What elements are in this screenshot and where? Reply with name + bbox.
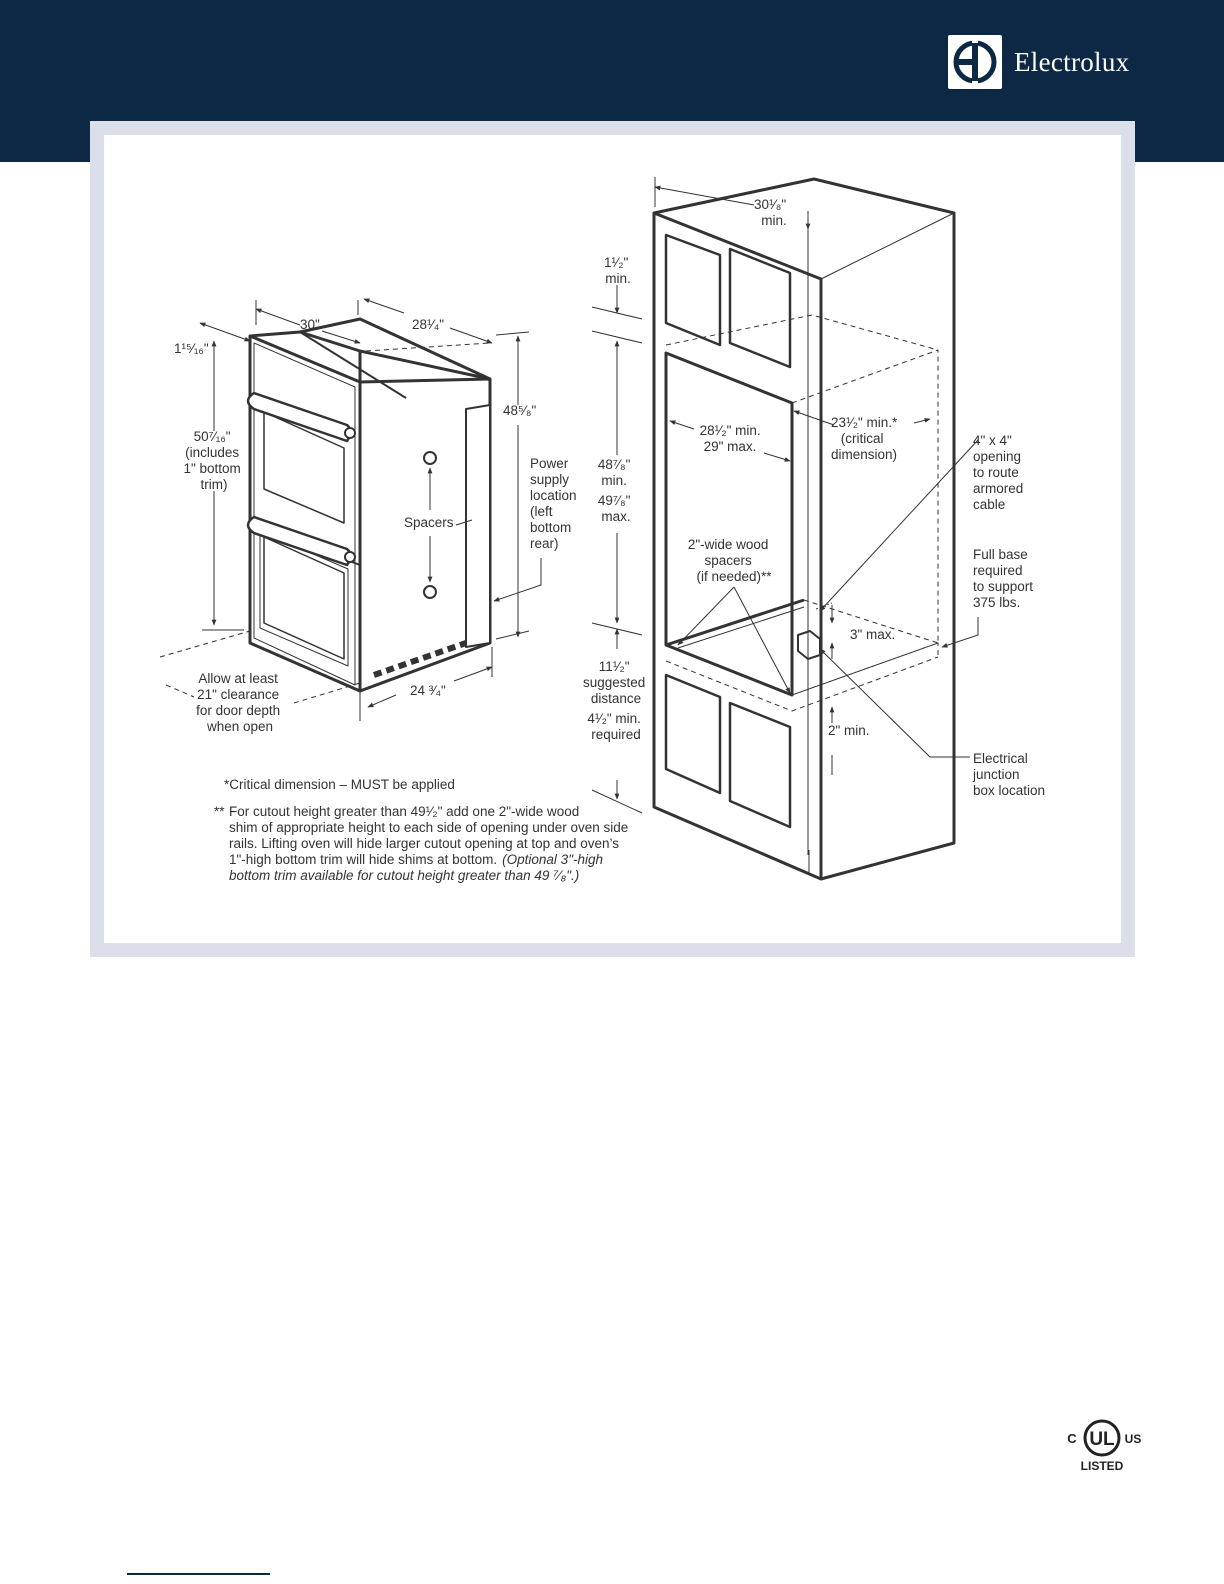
label-cable-opening: 4" x 4" opening to route armored cable xyxy=(973,433,1024,512)
label-power-supply: Power supply location (left bottom rear) xyxy=(530,456,577,551)
label-oven-depth-bottom: 24 ³⁄₄" xyxy=(410,683,446,698)
label-top-gap: 1¹⁄₂" min. xyxy=(603,255,631,286)
lower-spacer-icon xyxy=(424,586,436,598)
label-trim-depth: 1¹⁵⁄₁₆" xyxy=(174,341,209,356)
ul-left-text: C xyxy=(1067,1431,1077,1446)
footnotes xyxy=(214,777,628,883)
ul-center-text: UL xyxy=(1089,1429,1115,1450)
note-critical: *Critical dimension – MUST be applied xyxy=(224,777,455,792)
ul-listed-mark xyxy=(1062,1418,1142,1474)
label-two-min: 2" min. xyxy=(828,723,870,738)
installation-diagram xyxy=(104,135,1121,943)
diagram-frame xyxy=(90,121,1135,957)
ul-listed-text: LISTED xyxy=(1080,1459,1124,1473)
brand-logo xyxy=(948,35,1129,89)
label-spacers: Spacers xyxy=(404,515,454,530)
cabinet-cutout xyxy=(666,353,792,695)
brand-name: Electrolux xyxy=(1014,46,1130,77)
label-suggested-distance: 11¹⁄₂" suggested distance xyxy=(582,659,646,706)
note-shim-line-3: rails. Lifting oven will hide larger cutout opening at top and oven’s xyxy=(229,836,619,851)
note-shim-marker: ** xyxy=(214,804,225,819)
label-full-base: Full base required to support 375 lbs. xyxy=(973,547,1034,610)
junction-box-icon xyxy=(798,631,820,659)
note-shim-line-2: shim of appropriate height to each side of opening under oven side xyxy=(229,820,629,835)
electrolux-logo-icon xyxy=(948,35,1002,89)
cabinet-drawing xyxy=(654,179,954,879)
upper-spacer-icon xyxy=(424,452,436,464)
note-shim-line-5: bottom trim available for cutout height greater than 49 ⁷⁄₈".) xyxy=(229,868,580,883)
label-depth-critical: 23¹⁄₂" min.* (critical dimension) xyxy=(830,415,898,462)
label-door-clearance: Allow at least 21" clearance for door depth when open xyxy=(196,671,281,734)
label-oven-height-right: 48⁵⁄₈" xyxy=(503,403,537,418)
label-junction-box: Electrical junction box location xyxy=(973,751,1046,798)
label-cutout-depth: 30¹⁄₈" min. xyxy=(754,197,787,228)
label-wood-spacers: 2"-wide wood spacers (if needed)** xyxy=(687,537,772,584)
label-required: 4¹⁄₂" min. required xyxy=(587,711,641,742)
note-shim-line-1: For cutout height greater than 49¹⁄₂" add one 2"-wide wood xyxy=(229,804,580,819)
oven-side-rail xyxy=(466,405,490,647)
label-oven-width: 30" xyxy=(300,317,320,332)
footer-rule xyxy=(127,1573,270,1575)
label-cutout-width: 28¹⁄₂" min. 29" max. xyxy=(699,423,761,454)
label-oven-height-left: 50⁷⁄₁₆" (includes 1" bottom trim) xyxy=(183,429,241,492)
note-shim-line-4: 1"-high bottom trim will hide shims at bottom. (Optional 3"-high xyxy=(229,852,604,867)
ul-right-text: US xyxy=(1124,1432,1142,1446)
diagram-panel xyxy=(104,135,1121,943)
oven-drawing xyxy=(248,319,490,691)
label-cutout-height: 48⁷⁄₈" min. 49⁷⁄₈" max. xyxy=(597,457,631,524)
label-three-max: 3" max. xyxy=(850,627,896,642)
label-oven-depth-top: 28¹⁄₄" xyxy=(412,317,445,332)
